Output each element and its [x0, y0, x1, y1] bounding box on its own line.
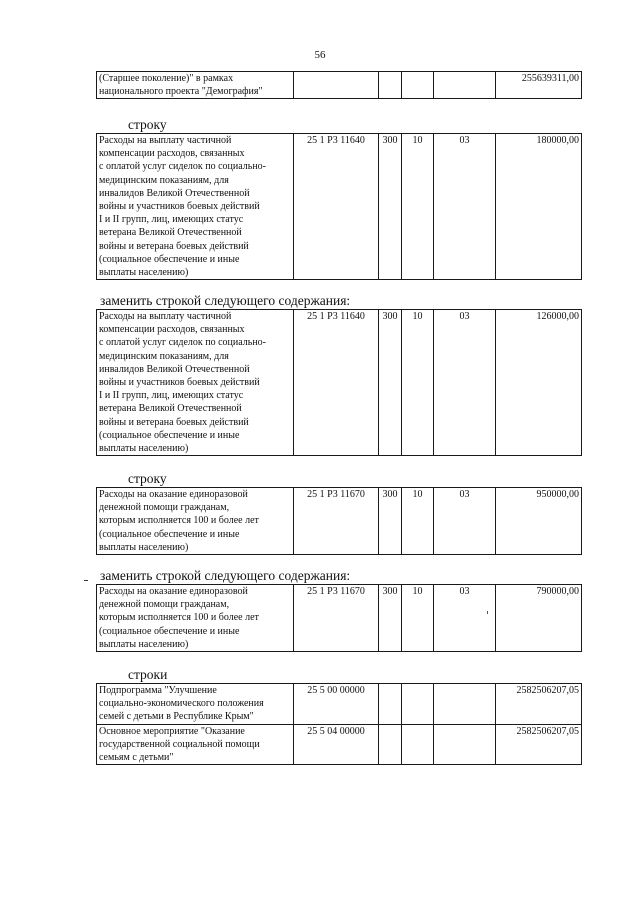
expense-type-cell: [379, 72, 402, 99]
sum-cell: 180000,00: [496, 134, 582, 280]
sum-cell: 790000,00: [496, 585, 582, 652]
target-article-cell: 25 5 04 00000: [294, 724, 379, 765]
name-line: национального проекта "Демография": [99, 86, 263, 98]
name-line: войны и ветерана боевых действий: [99, 416, 249, 428]
budget-table-subprogram: [96, 683, 582, 765]
budget-table-new-row: [96, 309, 582, 456]
name-line: медицинским показаниям, для: [99, 350, 229, 362]
name-line: выплаты населению): [99, 638, 189, 650]
name-line: компенсации расходов, связанных: [99, 324, 245, 336]
name-line: I и II групп, лиц, имеющих статус: [99, 390, 244, 402]
name-line: (социальное обеспечение и иные: [99, 429, 240, 441]
name-line: денежной помощи гражданам,: [99, 599, 230, 611]
name-line: (социальное обеспечение и иные: [99, 625, 240, 637]
name-line: с оплатой услуг сиделок по социально-: [99, 161, 266, 173]
subsection-cell: 03: [434, 488, 496, 555]
caption-line: заменить строкой следующего содержания:: [100, 568, 351, 583]
budget-table-old-row: [96, 133, 582, 280]
section-cell: 10: [402, 585, 434, 652]
name-line: Расходы на оказание единоразовой: [99, 586, 248, 597]
target-article-cell: 25 1 Р3 11670: [294, 585, 379, 652]
subsection-cell: 03: [434, 585, 496, 652]
expense-type-cell: 300: [379, 134, 402, 280]
row-name-cell: [97, 488, 294, 555]
budget-table-continuation: [96, 71, 582, 99]
target-article-cell: 25 1 Р3 11640: [294, 134, 379, 280]
subsection-cell: 03: [434, 310, 496, 456]
subsection-cell: [434, 72, 496, 99]
name-line: (социальное обеспечение и иные: [99, 253, 240, 265]
budget-table-new-row: [96, 584, 582, 652]
name-line: медицинским показаниям, для: [99, 174, 229, 186]
sum-cell: 2582506207,05: [496, 684, 582, 725]
sum-cell: 950000,00: [496, 488, 582, 555]
page-number: 56: [314, 49, 326, 61]
table-row: [97, 488, 582, 555]
target-article-cell: [294, 72, 379, 99]
target-article-cell: 25 5 00 00000: [294, 684, 379, 725]
name-line: Основное мероприятие "Оказание: [99, 725, 245, 737]
table-row: [97, 585, 582, 652]
budget-table-old-row: [96, 487, 582, 555]
name-line: войны и участников боевых действий: [99, 377, 260, 389]
name-line: которым исполняется 100 и более лет: [99, 612, 259, 624]
subsection-cell: [434, 724, 496, 765]
name-line: выплаты населению): [99, 541, 189, 553]
expense-type-cell: 300: [379, 310, 402, 456]
name-line: I и II групп, лиц, имеющих статус: [99, 214, 244, 226]
name-line: войны и ветерана боевых действий: [99, 240, 249, 252]
section-cell: [402, 684, 434, 725]
name-line: Расходы на выплату частичной: [99, 311, 232, 322]
caption-line: строку: [128, 117, 167, 132]
row-name-cell: [97, 585, 294, 652]
subsection-cell: [434, 684, 496, 725]
name-line: семьям с детьми": [99, 752, 174, 764]
sum-cell: 2582506207,05: [496, 724, 582, 765]
expense-type-cell: [379, 724, 402, 765]
name-line: выплаты населению): [99, 443, 189, 455]
caption-line: строки: [128, 667, 168, 682]
section-cell: [402, 724, 434, 765]
name-line: компенсации расходов, связанных: [99, 148, 245, 160]
name-line: государственной социальной помощи: [99, 738, 260, 750]
caption-line: заменить строкой следующего содержания:: [100, 293, 351, 308]
name-line: Расходы на выплату частичной: [99, 135, 232, 146]
name-line: войны и участников боевых действий: [99, 201, 260, 213]
name-line: (социальное обеспечение и иные: [99, 528, 240, 540]
scan-speck: [487, 611, 488, 614]
expense-type-cell: 300: [379, 488, 402, 555]
name-line: семей с детьми в Республике Крым": [99, 711, 254, 723]
name-line: которым исполняется 100 и более лет: [99, 515, 259, 527]
name-line: с оплатой услуг сиделок по социально-: [99, 337, 266, 349]
table-row: [97, 724, 582, 765]
row-name-cell: [97, 724, 294, 765]
name-line: инвалидов Великой Отечественной: [99, 187, 250, 199]
target-article-cell: 25 1 Р3 11670: [294, 488, 379, 555]
expense-type-cell: 300: [379, 585, 402, 652]
name-line: Подпрограмма "Улучшение: [99, 685, 217, 696]
sum-cell: 255639311,00: [496, 72, 582, 99]
row-name-cell: [97, 72, 294, 99]
name-line: ветерана Великой Отечественной: [99, 403, 242, 415]
section-cell: 10: [402, 310, 434, 456]
section-cell: 10: [402, 134, 434, 280]
row-name-cell: [97, 684, 294, 725]
name-line: ветерана Великой Отечественной: [99, 227, 242, 239]
name-line: выплаты населению): [99, 267, 189, 279]
name-line: денежной помощи гражданам,: [99, 502, 230, 514]
margin-mark: [84, 580, 88, 581]
caption-line: строку: [128, 471, 167, 486]
expense-type-cell: [379, 684, 402, 725]
table-row: [97, 684, 582, 725]
name-line: социально-экономического положения: [99, 698, 264, 710]
table-row: [97, 310, 582, 456]
section-cell: 10: [402, 488, 434, 555]
target-article-cell: 25 1 Р3 11640: [294, 310, 379, 456]
name-line: Расходы на оказание единоразовой: [99, 489, 248, 500]
table-row: [97, 72, 582, 99]
name-line: (Старшее поколение)" в рамках: [99, 73, 234, 84]
table-row: [97, 134, 582, 280]
row-name-cell: [97, 310, 294, 456]
section-cell: [402, 72, 434, 99]
subsection-cell: 03: [434, 134, 496, 280]
row-name-cell: [97, 134, 294, 280]
sum-cell: 126000,00: [496, 310, 582, 456]
name-line: инвалидов Великой Отечественной: [99, 363, 250, 375]
